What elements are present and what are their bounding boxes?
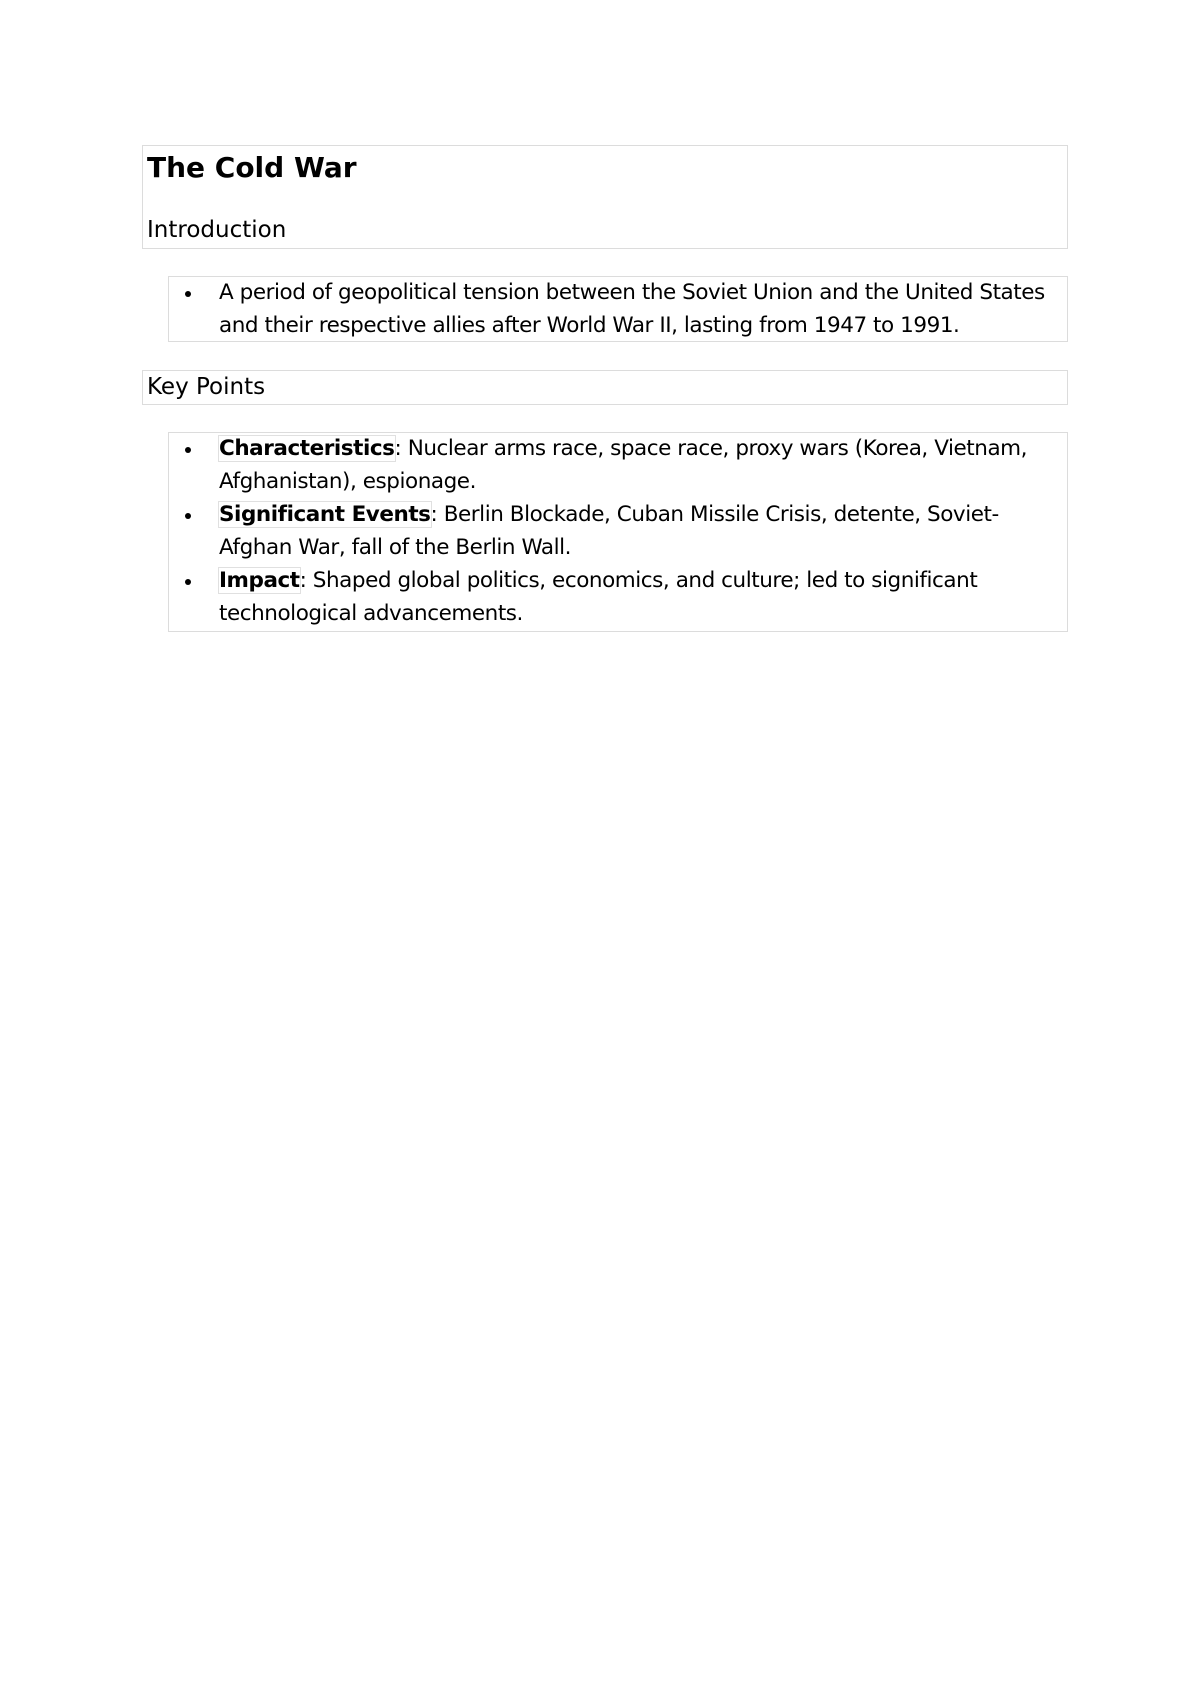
key-points-list-container (168, 432, 1068, 632)
list-item-term: Significant Events (219, 502, 431, 527)
key-points-list (169, 433, 1067, 631)
list-item-term: Impact (219, 568, 300, 593)
bullet-icon (185, 513, 191, 519)
list-item-text: A period of geopolitical tension between the Soviet Union and the United States and their respective allies after World War II, lasting from 1947 to 1991. (219, 280, 1045, 338)
list-item (169, 499, 1067, 564)
key-points-section (142, 370, 1068, 405)
title-section (142, 145, 1068, 249)
list-item-text: : Nuclear arms race, space race, proxy wars (Korea, Vietnam, Afghanistan), espionage. (219, 436, 1028, 494)
list-item (169, 277, 1067, 342)
bullet-icon (185, 447, 191, 453)
bullet-icon (185, 291, 191, 297)
list-item-text: : Shaped global politics, economics, and culture; led to significant technological advancements. (219, 568, 978, 626)
page-title: The Cold War (147, 151, 357, 184)
list-item-text: : Berlin Blockade, Cuban Missile Crisis, detente, Soviet-Afghan War, fall of the Berlin Wall. (219, 502, 999, 560)
introduction-heading: Introduction (147, 217, 287, 243)
key-points-heading: Key Points (147, 374, 266, 400)
list-item (169, 433, 1067, 498)
introduction-list-container (168, 276, 1068, 342)
bullet-icon (185, 579, 191, 585)
list-item (169, 565, 1067, 630)
list-item-term: Characteristics (219, 436, 395, 461)
introduction-list (169, 277, 1067, 342)
